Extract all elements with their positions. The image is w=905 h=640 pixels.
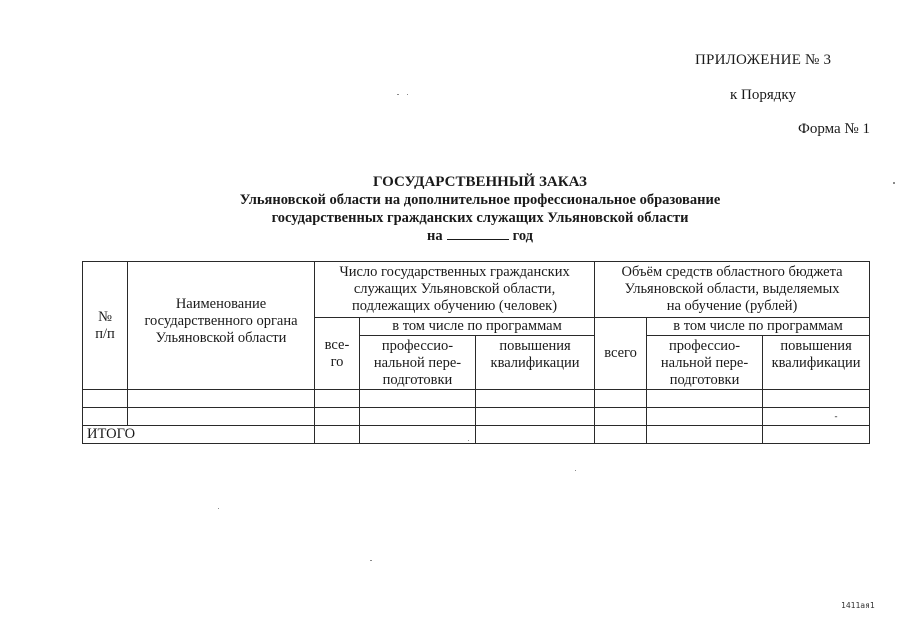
table-row (83, 408, 870, 426)
document-title: ГОСУДАРСТВЕННЫЙ ЗАКАЗ (373, 174, 587, 190)
header-cell-total-count (315, 318, 360, 390)
retraining-budget-line-1: профессио- (668, 338, 741, 354)
header-org-line-1: Наименование (175, 296, 267, 312)
table-cell (476, 390, 595, 408)
year-line (150, 227, 810, 245)
table-cell (128, 390, 315, 408)
form-number: Форма № 1 (798, 121, 870, 137)
table-row (83, 390, 870, 408)
scan-speck (397, 94, 399, 95)
total-count-line-1: все- (324, 336, 350, 353)
header-cell-employees-count (315, 262, 595, 318)
scan-speck (893, 182, 895, 184)
qualification-count-line-1: повышения (499, 338, 571, 354)
table-cell (315, 390, 360, 408)
total-count-line-2: го (330, 353, 344, 370)
header-cell-qualification-count (476, 336, 595, 390)
retraining-count-line-2: нальной пере- (373, 355, 462, 371)
retraining-budget-line-2: нальной пере- (660, 355, 749, 371)
header-cell-retraining-budget (647, 336, 763, 390)
document-stamp: 1411ая1 (841, 601, 875, 610)
total-row-label: ИТОГО (83, 426, 315, 444)
header-group1-line-2: служащих Ульяновской области, (353, 281, 556, 297)
table-cell (128, 408, 315, 426)
table-cell (315, 426, 360, 444)
qualification-budget-line-1: повышения (780, 338, 852, 354)
header-group2-line-3: на обучение (рублей) (666, 298, 798, 314)
header-group1-line-1: Число государственных гражданских (339, 264, 570, 280)
table-cell (360, 390, 476, 408)
document-subtitle-line-2: государственных гражданских служащих Ульяновской области (271, 210, 689, 226)
table-cell (647, 390, 763, 408)
to-order-label: к Порядку (730, 87, 796, 103)
table-cell (83, 390, 128, 408)
document-subtitle-line-1: Ульяновской области на дополнительное профессиональное образование (239, 192, 721, 208)
header-cell-qualification-budget (763, 336, 870, 390)
retraining-budget-line-3: подготовки (669, 372, 740, 388)
table-cell (315, 408, 360, 426)
table-cell (476, 426, 595, 444)
header-number-sign: № (98, 308, 112, 325)
qualification-budget-line-2: квалификации (771, 355, 861, 371)
retraining-count-line-1: профессио- (381, 338, 454, 354)
header-group1-line-3: подлежащих обучению (человек) (351, 298, 558, 314)
scan-speck (218, 508, 219, 509)
table-cell (360, 408, 476, 426)
header-cell-total-budget: всего (595, 318, 647, 390)
table-total-row (83, 426, 870, 444)
header-cell-budget-amount (595, 262, 870, 318)
year-prefix: на (427, 228, 443, 244)
scan-speck (575, 470, 576, 471)
table-cell (595, 426, 647, 444)
table-cell (763, 426, 870, 444)
header-cell-retraining-count (360, 336, 476, 390)
table-cell (647, 426, 763, 444)
header-cell-number (83, 262, 128, 390)
table-cell (595, 390, 647, 408)
table-cell (763, 390, 870, 408)
scan-speck (407, 94, 408, 95)
scan-speck (468, 440, 469, 441)
year-blank-field (447, 227, 509, 240)
document-title-block (150, 173, 810, 245)
table-cell: - (763, 408, 870, 426)
table-header-row-1 (83, 262, 870, 318)
scan-speck (370, 560, 372, 561)
header-cell-organization (128, 262, 315, 390)
attachment-number: ПРИЛОЖЕНИЕ № 3 (695, 52, 832, 68)
retraining-count-line-3: подготовки (382, 372, 453, 388)
table-cell (647, 408, 763, 426)
state-order-table (82, 261, 870, 444)
table-cell (83, 408, 128, 426)
header-group2-line-1: Объём средств областного бюджета (621, 264, 843, 280)
table-cell (360, 426, 476, 444)
qualification-count-line-2: квалификации (490, 355, 580, 371)
table-cell (476, 408, 595, 426)
table-cell (595, 408, 647, 426)
header-org-line-3: Ульяновской области (155, 330, 287, 346)
year-suffix: год (512, 228, 533, 244)
header-number-abbr: п/п (95, 325, 115, 342)
header-group2-line-2: Ульяновской области, выделяемых (624, 281, 840, 297)
header-cell-programs-budget: в том числе по программам (647, 318, 870, 336)
header-org-line-2: государственного органа (144, 313, 298, 329)
header-cell-programs-count: в том числе по программам (360, 318, 595, 336)
